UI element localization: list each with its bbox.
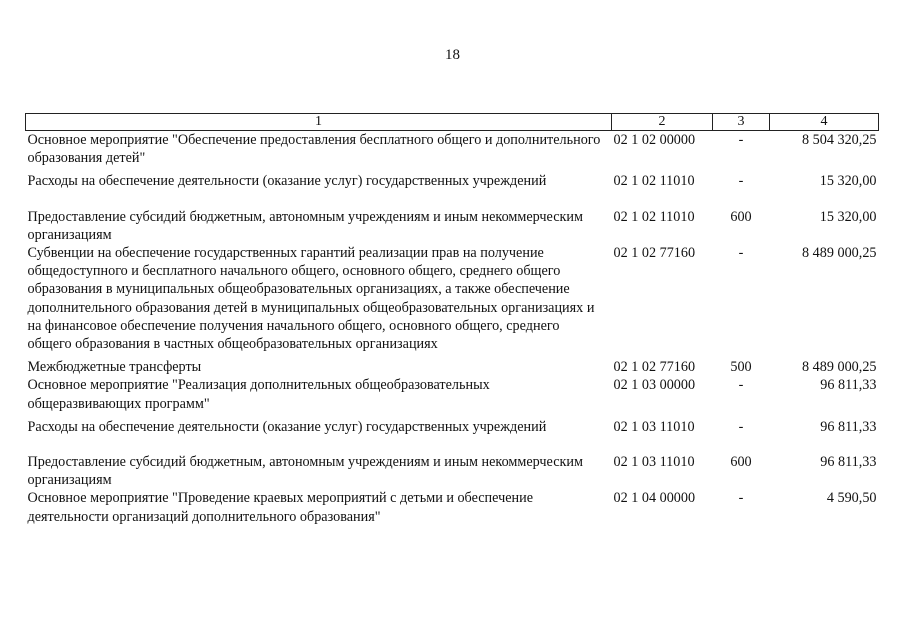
table-body	[26, 131, 879, 526]
header-row	[26, 114, 879, 131]
row-kind: -	[738, 245, 744, 262]
table-row	[26, 208, 879, 244]
table-header	[26, 114, 879, 131]
header-col-1: 1	[26, 114, 612, 131]
row-code: 02 1 02 11010	[613, 173, 695, 190]
budget-table	[25, 113, 879, 526]
row-name: Основное мероприятие "Проведение краевых мероприятий с детьми и обеспечение деятельности организаций дополнительного образования"	[27, 490, 533, 525]
row-code: 02 1 03 11010	[613, 454, 695, 471]
row-kind: 500	[730, 359, 752, 376]
table-row	[26, 358, 879, 376]
table-row	[26, 172, 879, 207]
page-number: 18	[445, 47, 460, 63]
row-code: 02 1 02 77160	[613, 245, 696, 262]
header-col-4: 4	[770, 114, 879, 131]
row-code: 02 1 02 77160	[613, 359, 696, 376]
table-row	[26, 453, 879, 489]
table-row	[26, 244, 879, 358]
row-sum: 8 489 000,25	[802, 359, 877, 376]
row-kind: -	[738, 490, 744, 507]
row-kind: 600	[730, 454, 752, 471]
row-code: 02 1 02 11010	[613, 208, 695, 225]
row-sum: 8 504 320,25	[802, 132, 877, 148]
row-name: Предоставление субсидий бюджетным, автономным учреждениям и иным некоммерческим организациям	[27, 454, 583, 489]
table-row	[26, 489, 879, 525]
row-sum: 96 811,33	[820, 454, 877, 471]
table-row	[26, 418, 879, 453]
row-name: Межбюджетные трансферты	[27, 359, 202, 376]
table-row	[26, 376, 879, 417]
row-kind: -	[738, 418, 744, 435]
header-col-2: 2	[612, 114, 713, 131]
row-name: Расходы на обеспечение деятельности (оказание услуг) государственных учреждений	[27, 418, 547, 435]
row-sum: 15 320,00	[819, 173, 877, 190]
row-code: 02 1 02 00000	[613, 132, 696, 148]
row-sum: 4 590,50	[826, 490, 877, 507]
row-name: Основное мероприятие "Реализация дополнительных общеобразовательных общеразвивающих программ"	[27, 377, 490, 412]
row-sum: 8 489 000,25	[802, 245, 877, 262]
row-name: Предоставление субсидий бюджетным, автономным учреждениям и иным некоммерческим организациям	[27, 208, 583, 243]
row-code: 02 1 04 00000	[613, 490, 696, 507]
row-kind: -	[738, 377, 744, 394]
row-name: Расходы на обеспечение деятельности (оказание услуг) государственных учреждений	[27, 173, 547, 190]
row-name: Субвенции на обеспечение государственных гарантий реализации прав на получение общедоступного и бесплатного начального общего, основного общего, среднего общего образования в муниципальных общеобразовательных организациях, а также обеспечение дополнительного образования детей в муниципальных общеобразовательных организациях и на финансовое обеспечение получения начального общего, основного общего, среднего общего образования в частных общеобразовательных организациях	[27, 245, 595, 353]
row-kind: -	[738, 173, 744, 190]
row-code: 02 1 03 00000	[613, 377, 696, 394]
row-code: 02 1 03 11010	[613, 418, 695, 435]
row-kind: -	[738, 132, 744, 148]
table-row	[26, 131, 879, 173]
row-name: Основное мероприятие "Обеспечение предоставления бесплатного общего и дополнительного образования детей"	[27, 132, 601, 167]
row-kind: 600	[730, 208, 752, 225]
budget-table-container	[25, 113, 878, 526]
row-sum: 96 811,33	[820, 377, 877, 394]
header-col-3: 3	[713, 114, 770, 131]
row-sum: 96 811,33	[820, 418, 877, 435]
row-sum: 15 320,00	[819, 208, 877, 225]
